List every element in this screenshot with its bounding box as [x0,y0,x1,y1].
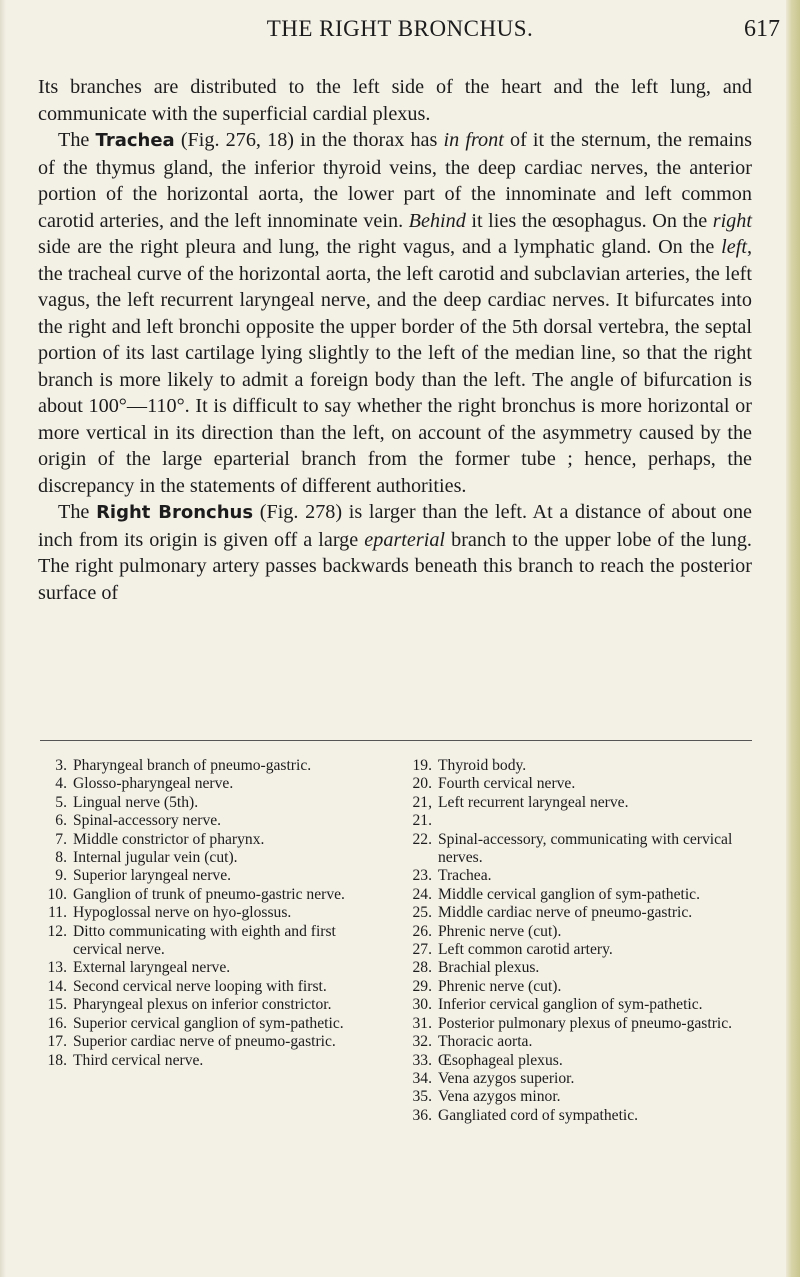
legend-text: External laryngeal nerve. [73,959,231,977]
page-right-edge [786,0,800,1277]
italic-term: left [721,236,747,258]
legend-text: Glosso-pharyngeal nerve. [73,775,234,793]
legend-text: Fourth cervical nerve. [438,775,576,793]
italic-term: right [712,209,752,232]
legend-item [40,1052,380,1070]
legend-text: Lingual nerve (5th). [73,793,199,811]
italic-term: in front [443,129,504,151]
italic-term: eparterial [364,528,446,551]
figure-legend-right-column [405,757,757,1125]
paragraph-text: side are the right pleura and lung, the right vagus, and a lymphatic gland. On the [38,236,722,258]
legend-text: Pharyngeal plexus on inferior constrictor. [73,996,332,1014]
legend-text: Posterior pulmonary plexus of pneumo-gastric. [438,1014,733,1032]
legend-number: 23. [412,867,432,885]
legend-item [40,959,380,977]
legend-item [405,923,757,941]
legend-number: 30. [412,996,432,1014]
legend-item [40,849,380,867]
legend-text: Ganglion of trunk of pneumo-gastric nerve. [73,885,345,903]
term-trachea: Trachea [95,130,175,151]
legend-text: Brachial plexus. [438,959,540,977]
legend-text: Spinal-accessory nerve. [73,812,222,830]
legend-number: 27. [412,941,432,959]
legend-number: 26. [412,922,432,940]
legend-number: 5. [55,793,67,811]
legend-text: Gangliated cord of sympathetic. [438,1106,639,1124]
legend-number: 22. [412,830,432,848]
legend-number: 29. [412,977,432,995]
legend-number: 15. [47,996,67,1014]
legend-text: Vena azygos superior. [438,1069,575,1087]
legend-number: 17. [47,1033,67,1051]
paragraph-text: branch to the upper lobe of the lung. The right pulmonary artery passes backwards beneath this branch to reach the posterior surface of [38,528,752,604]
legend-item [40,996,380,1014]
legend-number: 21, 21. [412,793,432,830]
page-left-edge [0,0,6,1277]
legend-number: 8. [55,849,67,867]
paragraph-text: it lies the œsophagus. On the [465,209,713,232]
legend-number: 35. [412,1088,432,1106]
legend-number: 25. [412,904,432,922]
italic-term: Behind [408,209,466,232]
legend-item [40,867,380,885]
term-right-bronchus: Right Bronchus [96,502,254,523]
legend-item [40,978,380,996]
legend-item [40,812,380,830]
legend-number: 18. [47,1051,67,1069]
legend-number: 36. [412,1106,432,1124]
legend-text: Thoracic aorta. [438,1033,533,1051]
paragraph-text: of it the sternum, the remains of the thymus gland, the inferior thyroid veins, the deep cardiac nerves, the anterior portion of the horizontal aorta, the lower part of the innominate and left common carotid arteries, and the left innominate vein. [38,129,752,232]
legend-number: 32. [412,1033,432,1051]
legend-text: Superior cervical ganglion of sym-pathetic. [73,1014,344,1032]
legend-item [405,978,757,996]
paragraph-trachea [38,127,752,499]
legend-item [405,886,757,904]
legend-item [40,794,380,812]
legend-number: 13. [47,959,67,977]
legend-number: 6. [55,812,67,830]
legend-item [40,886,380,904]
page-number: 617 [744,16,780,42]
legend-item [405,959,757,977]
legend-number: 3. [55,757,67,774]
legend-number: 31. [412,1014,432,1032]
legend-item [40,757,380,775]
legend-text: Œsophageal plexus. [438,1051,563,1069]
legend-number: 33. [412,1051,432,1069]
legend-item [40,904,380,922]
legend-text: Vena azygos minor. [438,1088,561,1106]
figure-legend-left-column [40,757,380,1070]
legend-number: 9. [55,867,67,885]
body-text [38,74,752,606]
legend-text: Ditto communicating with eighth and first cervical nerve. [73,922,336,959]
legend-number: 24. [412,885,432,903]
legend-item [405,757,757,775]
legend-number: 20. [412,775,432,793]
legend-text: Middle cervical ganglion of sym-pathetic. [438,885,700,903]
paragraph-text: (Fig. 278) is larger than the left. At a distance of about one inch from its origin is given off a large [38,501,752,551]
legend-text: Middle constrictor of pharynx. [73,830,265,848]
legend-text: Internal jugular vein (cut). [73,849,238,867]
legend-number: 7. [55,830,67,848]
paragraph-right-bronchus [38,499,752,606]
legend-item [40,923,380,960]
paragraph-text: Its branches are distributed to the left side of the heart and the left lung, and communicate with the superficial cardial plexus. [38,76,752,125]
legend-item [40,775,380,793]
legend-item [405,941,757,959]
legend-item [40,1015,380,1033]
legend-text: Left common carotid artery. [438,941,613,959]
paragraph-text: The [58,129,96,151]
legend-text: Left recurrent laryngeal nerve. [438,793,629,811]
legend-item [405,831,757,868]
legend-item [405,996,757,1014]
paragraph-text: The [58,501,97,523]
legend-item [405,794,757,831]
legend-text: Pharyngeal branch of pneumo-gastric. [73,757,312,774]
legend-number: 14. [47,977,67,995]
legend-item [405,1033,757,1051]
legend-item [405,1052,757,1070]
legend-item [405,1070,757,1088]
legend-item [40,1033,380,1051]
figure-legend-divider [40,740,752,741]
running-title: THE RIGHT BRONCHUS. [266,16,534,41]
legend-text: Superior laryngeal nerve. [73,867,232,885]
legend-text: Trachea. [438,867,492,885]
paragraph-text: (Fig. 276, 18) in the thorax has [174,129,444,151]
legend-text: Hypoglossal nerve on hyo-glossus. [73,904,292,922]
legend-number: 16. [47,1014,67,1032]
legend-item [405,1015,757,1033]
legend-number: 34. [412,1069,432,1087]
legend-text: Thyroid body. [438,757,527,774]
paragraph-intro [38,74,752,127]
legend-text: Phrenic nerve (cut). [438,977,562,995]
legend-text: Superior cardiac nerve of pneumo-gastric. [73,1033,336,1051]
legend-text: Middle cardiac nerve of pneumo-gastric. [438,904,693,922]
paragraph-text: , the tracheal curve of the horizontal aorta, the left carotid and subclavian arteries, the left vagus, the left recurrent laryngeal nerve, and the deep cardiac nerves. It bifurcates into the right and left bronchi opposite the upper border of the 5th dorsal vertebra, the septal portion of its last cartilage lying slightly to the left of the median line, so that the right branch is more likely to admit a foreign body than the left. The angle of bifurcation is about 100°—110°. It is difficult to say whether the right bronchus is more horizontal or more vertical in its direction than the left, on account of the asymmetry caused by the origin of the large eparterial branch from the former tube ; hence, perhaps, the discrepancy in the statements of different authorities. [38,236,752,497]
legend-item [405,1107,757,1125]
legend-text: Spinal-accessory, communicating with cervical nerves. [438,830,733,867]
page-header [20,16,780,48]
legend-number: 10. [47,885,67,903]
legend-text: Phrenic nerve (cut). [438,922,562,940]
legend-item [405,1088,757,1106]
legend-number: 12. [47,922,67,940]
legend-number: 11. [48,904,67,922]
legend-item [40,831,380,849]
legend-number: 4. [55,775,67,793]
legend-item [405,775,757,793]
legend-item [405,867,757,885]
legend-text: Second cervical nerve looping with first. [73,977,327,995]
legend-text: Inferior cervical ganglion of sym-pathetic. [438,996,703,1014]
legend-item [405,904,757,922]
legend-number: 28. [412,959,432,977]
legend-number: 19. [412,757,432,774]
legend-text: Third cervical nerve. [73,1051,204,1069]
